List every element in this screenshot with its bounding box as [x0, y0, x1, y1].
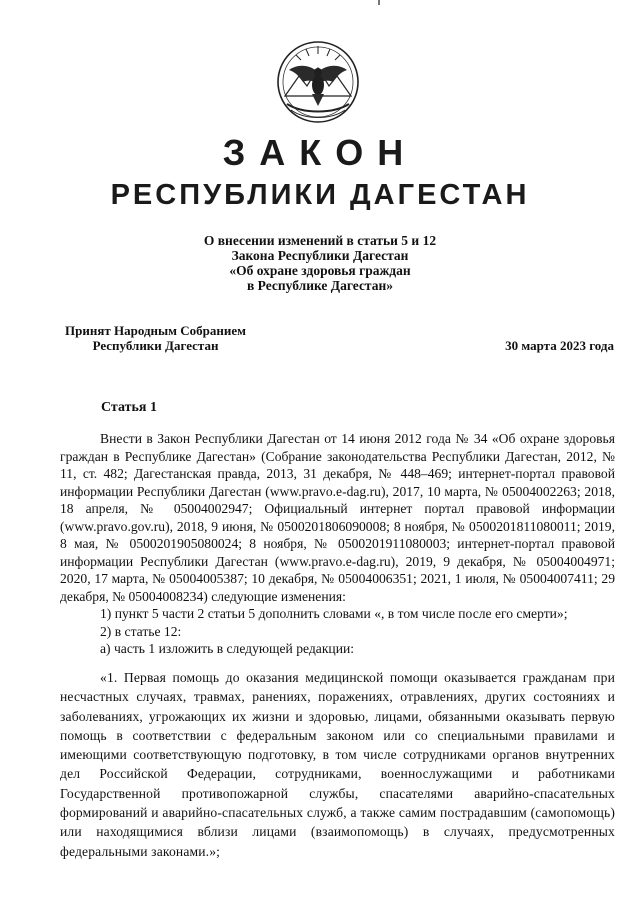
dagestan-coat-of-arms-icon — [273, 38, 363, 124]
law-subtitle: РЕСПУБЛИКИ ДАГЕСТАН — [110, 179, 530, 211]
heading-line: в Республике Дагестан» — [246, 278, 394, 293]
article-paragraph: 2) в статье 12: — [100, 623, 182, 639]
document-heading — [0, 233, 640, 293]
adoption-line: Принят Народным Собранием — [65, 323, 247, 338]
adoption-date: 30 марта 2023 года — [505, 338, 614, 353]
heading-line: О внесении изменений в статьи 5 и 12 — [203, 233, 437, 248]
scan-mark — [378, 0, 380, 5]
adoption-block — [65, 323, 246, 353]
article-body — [60, 430, 615, 658]
article-title: Статья 1 — [101, 400, 157, 415]
heading-line: Закона Республики Дагестан — [231, 248, 409, 263]
quoted-paragraph: «1. Первая помощь до оказания медицинской помощи оказывается гражданам при несчастных случаях, травмах, ранениях, поражениях, отравлениях, других состояниях и заболеваниях, угрожающих их жизни и здоровью, лицами, обязанными оказывать первую помощь в соответствии с федеральным законом или со специальными правилами и имеющими соответствующую подготовку, в том числе сотрудниками органов внутренних дел Российской Федерации, сотрудниками, военнослужащими и работниками Государственной противопожарной службы, спасателями аварийно-спасательных формирований и аварийно-спасательных служб, а также самим пострадавшим (самопомощь) или находящимися вблизи лицами (взаимопомощь) в случаях, предусмотренных федеральными законами.»; — [60, 670, 615, 859]
adoption-line: Республики Дагестан — [92, 338, 219, 353]
heading-line: «Об охране здоровья граждан — [229, 263, 411, 278]
article-paragraph: а) часть 1 изложить в следующей редакции: — [100, 641, 355, 656]
article-paragraph: 1) пункт 5 части 2 статьи 5 дополнить словами «, в том числе после его смерти»; — [100, 606, 568, 621]
law-title: ЗАКОН — [222, 132, 418, 173]
quoted-amendment — [60, 668, 615, 861]
article-paragraph: Внести в Закон Республики Дагестан от 14 июня 2012 года № 34 «Об охране здоровья граждан в Республике Дагестан» (Собрание законодательства Республики Дагестан, 2012, № 11, ст. 482; Дагестанская правда, 2013, 31 декабря, № 448–469; интернет-портал правовой информации Республики Дагестан (www.pravo.e-dag.ru), 2017, 10 марта, № 05004002263; 2018, 18 апреля, № 05004002947; Официальный интернет портал правовой информации (www.pravo.gov.ru), 2018, 9 июня, № 0500201806090008; 8 ноября, № 0500201811080011; 2019, 8 мая, № 0500201905080024; 8 ноября, № 0500201911080003; интернет-портал правовой информации Республики Дагестан (www.pravo.e-dag.ru), 2019, 9 декабря, № 05004004971; 2020, 17 марта, № 05004005387; 10 декабря, № 05004006351; 2021, 1 июля, № 05004007411; 29 декабря, № 05004008234) следующие изменения: — [60, 431, 615, 604]
